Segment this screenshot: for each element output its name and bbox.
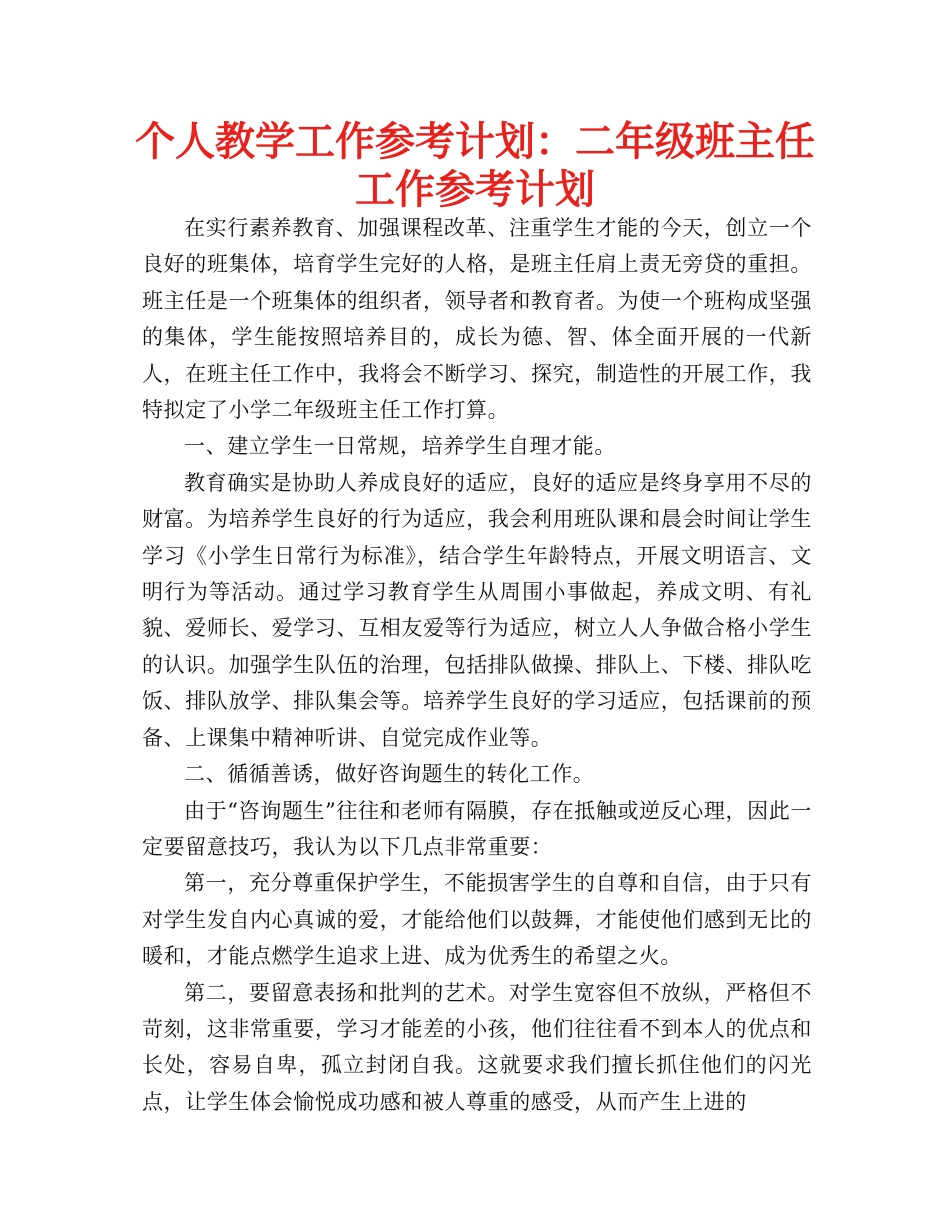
- paragraph-problem-students: 由于“咨询题生”往往和老师有隔膜，存在抵触或逆反心理，因此一定要留意技巧，我认为以下几点非常重要：: [142, 798, 812, 859]
- paragraph-point-2: 第二，要留意表扬和批判的艺术。对学生宽容但不放纵，严格但不苛刻，这非常重要，学习才能差的小孩，他们往往看不到本人的优点和长处，容易自卑，孤立封闭自我。这就要求我们擅长抓住他们的闪光点，让学生体会愉悦成功感和被人尊重的感受，从而产生上进的: [142, 980, 812, 1114]
- section-heading-2: 二、循循善诱，做好咨询题生的转化工作。: [184, 762, 595, 787]
- paragraph-point-1: 第一，充分尊重保护学生，不能损害学生的自尊和自信，由于只有对学生发自内心真诚的爱，才能给他们以鼓舞，才能使他们感到无比的暖和，才能点燃学生追求上进、成为优秀生的希望之火。: [142, 871, 812, 969]
- document-title: 个人教学工作参考计划：二年级班主任工作参考计划: [135, 119, 815, 213]
- paragraph-intro: 在实行素养教育、加强课程改革、注重学生才能的今天，创立一个良好的班集体，培育学生完好的人格，是班主任肩上责无旁贷的重担。班主任是一个班集体的组织者，领导者和教育者。为使一个班构成坚强的集体，学生能按照培养目的，成长为德、智、体全面开展的一代新人，在班主任工作中，我将会不断学习、探究，制造性的开展工作，我特拟定了小学二年级班主任工作打算。: [142, 216, 812, 423]
- paragraph-habits: 教育确实是协助人养成良好的适应，良好的适应是终身享用不尽的财富。为培养学生良好的行为适应，我会利用班队课和晨会时间让学生学习《小学生日常行为标准》，结合学生年龄特点，开展文明语言、文明行为等活动。通过学习教育学生从周围小事做起，养成文明、有礼貌、爱师长、爱学习、互相友爱等行为适应，树立人人争做合格小学生的认识。加强学生队伍的治理，包括排队做操、排队上、下楼、排队吃饭、排队放学、排队集会等。培养学生良好的学习适应，包括课前的预备、上课集中精神听讲、自觉完成作业等。: [142, 470, 812, 750]
- document-body: [142, 210, 812, 1120]
- section-heading-1: 一、建立学生一日常规，培养学生自理才能。: [184, 434, 616, 459]
